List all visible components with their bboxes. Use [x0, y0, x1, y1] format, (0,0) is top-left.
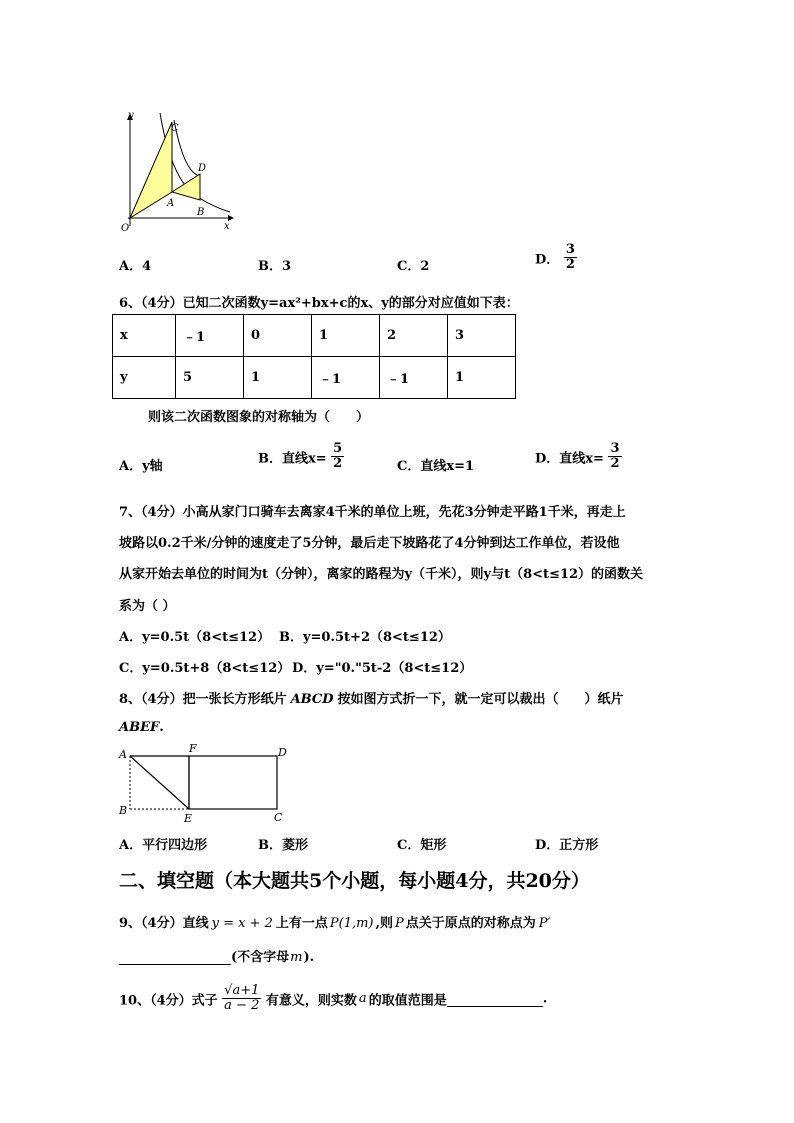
q6-option-d[interactable]: [535, 442, 622, 472]
point-c-label: C: [171, 123, 179, 134]
q7-line-4: 系为（ ）: [119, 599, 176, 614]
label-a: A: [119, 748, 127, 761]
q6-option-b-fraction: [331, 442, 344, 472]
hyperbola-graph: [120, 108, 240, 238]
q5-option-b[interactable]: B．3: [258, 259, 292, 274]
q6-stem: 6、（4分）已知二次函数y=ax²+bx+c的x、y的部分对应值如下表：: [119, 296, 519, 311]
fraction-denominator: 2: [333, 456, 343, 472]
q9-pp: P′: [538, 916, 551, 931]
q9-line-2-a: (不含字母: [231, 950, 290, 965]
q7-option-d[interactable]: D．y="0."5t-2（8<t≤12）: [292, 661, 473, 676]
y-axis-label: y: [128, 110, 134, 121]
q9-mid3: 点关于原点的对称点为: [405, 916, 536, 931]
point-a-label: A: [167, 198, 175, 209]
fraction-denominator: 2: [565, 257, 575, 273]
q6-option-b[interactable]: [258, 442, 344, 472]
q10-prefix: 10、（4分）式子: [119, 993, 218, 1009]
table-row-x: [113, 315, 516, 357]
section-2-title: 二、填空题（本大题共5个小题，每小题4分，共20分）: [119, 870, 590, 892]
table-cell: x: [113, 315, 176, 357]
q5-option-a[interactable]: A．4: [119, 259, 152, 274]
q10-a: a: [358, 991, 367, 1007]
q7-line-1: 7、（4分）小高从家门口骑车去离家4千米的单位上班，先花3分钟走平路1千米，再走上: [119, 505, 626, 520]
q7-option-c[interactable]: C．y=0.5t+8（8<t≤12）: [119, 661, 291, 676]
fraction-denominator: a − 2: [222, 998, 261, 1013]
fraction-numerator: 5: [333, 441, 343, 456]
fraction-numerator: √a+1: [224, 983, 260, 998]
label-e: E: [184, 812, 193, 824]
q5-option-c[interactable]: C．2: [397, 259, 430, 274]
q5-option-d-fraction: [564, 243, 577, 273]
origin-label: O: [121, 223, 130, 234]
fraction-numerator: 3: [565, 242, 575, 257]
q8-option-d[interactable]: D．正方形: [535, 838, 599, 853]
point-d-label: D: [198, 163, 207, 174]
q10-line: [119, 984, 547, 1014]
q8-option-c[interactable]: C．矩形: [397, 838, 447, 853]
q10-fraction: [222, 984, 261, 1014]
q9-mid2: ,则: [375, 916, 394, 931]
q8-line-1: [119, 688, 624, 707]
table-cell: ﹣1: [312, 357, 380, 399]
q9-p: P: [395, 916, 404, 931]
q8-line-2-end: .: [159, 720, 164, 735]
table-row-y: [113, 357, 516, 399]
q7-option-a[interactable]: A．y=0.5t（8<t≤12）: [119, 630, 271, 645]
label-d: D: [278, 746, 287, 759]
q6-question: 则该二次函数图象的对称轴为（ ）: [148, 410, 370, 425]
label-b: B: [119, 804, 128, 817]
table-cell: 5: [176, 357, 244, 399]
point-b-label: B: [197, 207, 205, 218]
label-f: F: [189, 742, 197, 755]
q7-line-3: 从家开始去单位的时间为t（分钟），离家的路程为y（千米），则y与t（8<t≤12）的函数关: [119, 567, 644, 582]
table-cell: 0: [244, 315, 312, 357]
q10-suffix: 的取值范围是: [368, 993, 447, 1009]
q9-point: P(1,m): [329, 916, 374, 931]
q9-mid: 上有一点: [275, 916, 328, 931]
rect-name: ABCD: [290, 692, 334, 707]
q8-option-a[interactable]: A．平行四边形: [119, 838, 208, 853]
table-cell: 1: [448, 357, 516, 399]
q9-line-2-m: m: [290, 950, 303, 965]
label-c: C: [274, 811, 283, 824]
table-cell: 3: [448, 315, 516, 357]
q6-option-d-fraction: [608, 442, 621, 472]
q6-option-a[interactable]: A．y轴: [119, 459, 163, 474]
q6-option-c[interactable]: C．直线x=1: [397, 459, 475, 474]
segment-ae: [130, 756, 189, 809]
q9-prefix: 9、（4分）直线: [119, 916, 209, 931]
triangle-oca: [130, 122, 175, 218]
q5-option-d[interactable]: [535, 243, 577, 273]
table-cell: ﹣1: [380, 357, 448, 399]
fraction-denominator: 2: [610, 456, 620, 472]
table-cell: ﹣1: [176, 315, 244, 357]
folded-paper-figure: [116, 742, 296, 824]
q6-option-d-prefix: D．直线x=: [535, 451, 604, 467]
q9-line-2: [119, 946, 314, 965]
q7-line-2: 坡路以0.2千米/分钟的速度走了5分钟，最后走下坡路花了4分钟到达工作单位，若设他: [119, 536, 620, 551]
table-cell: 1: [312, 315, 380, 357]
q8-line-1-b: 按如图方式折一下，就一定可以裁出（ ）纸片: [337, 692, 624, 707]
q8-line-1-a: 8、（4分）把一张长方形纸片: [119, 692, 287, 707]
q10-answer-blank[interactable]: [447, 990, 543, 1007]
q9-line-1: [119, 912, 551, 931]
q9-line-2-b: ).: [303, 950, 315, 965]
table-cell: 1: [244, 357, 312, 399]
triangle-adb: [172, 174, 200, 200]
quad-name: ABEF: [119, 720, 160, 735]
q10-mid: 有意义，则实数: [265, 993, 357, 1009]
rect-fedc: [189, 756, 277, 809]
q9-answer-blank[interactable]: [119, 948, 231, 965]
table-cell: 2: [380, 315, 448, 357]
q6-value-table: [112, 314, 516, 399]
table-cell: y: [113, 357, 176, 399]
q9-expr: y = x + 2: [211, 916, 273, 931]
q7-option-b[interactable]: B．y=0.5t+2（8<t≤12）: [279, 630, 451, 645]
q10-end: .: [542, 991, 548, 1007]
x-axis-label: x: [224, 221, 230, 232]
q8-line-2: [119, 720, 164, 735]
fraction-numerator: 3: [610, 441, 620, 456]
q5-option-d-prefix: D．: [535, 252, 560, 268]
q6-option-b-prefix: B．直线x=: [258, 451, 327, 467]
q8-option-b[interactable]: B．菱形: [258, 838, 308, 853]
